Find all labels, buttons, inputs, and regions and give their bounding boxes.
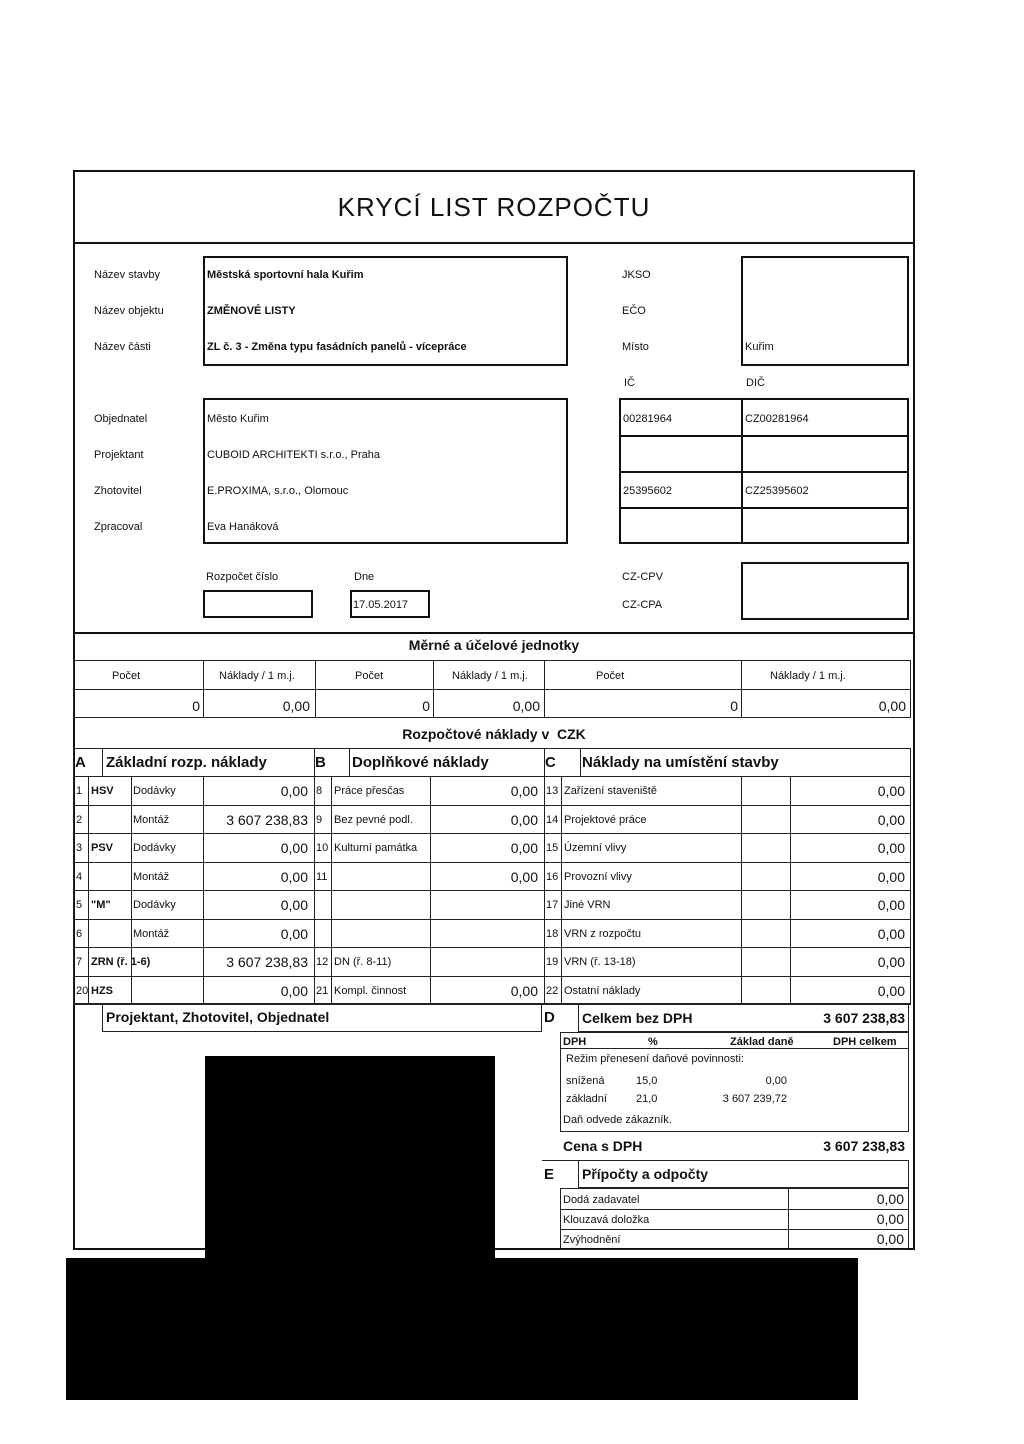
costs-row-line	[73, 890, 911, 891]
cost-row-value: 0,00	[280, 869, 308, 885]
cost-row-group: "M"	[91, 899, 111, 911]
misto-value: Kuřim	[745, 341, 774, 353]
cena-s-dph-value: 3 607 238,83	[823, 1138, 905, 1154]
section-c-title: Náklady na umístění stavby	[582, 754, 779, 771]
cost-row-label: Územní vlivy	[564, 842, 627, 854]
ic-row-line	[619, 435, 909, 437]
label-projektant: Projektant	[94, 449, 144, 461]
section-c-letter: C	[545, 754, 556, 771]
label-nazev-casti: Název části	[94, 341, 151, 353]
objednatel-dic: CZ00281964	[745, 413, 809, 425]
zakladni-label: základní	[566, 1093, 607, 1105]
snizena-zaklad: 0,00	[765, 1075, 787, 1087]
costs-heading: Rozpočtové náklady v CZK	[402, 726, 586, 742]
section-divider	[73, 632, 915, 634]
cost-row-number: 22	[546, 985, 559, 997]
label-cz-cpa: CZ-CPA	[622, 599, 663, 611]
cost-row-number: 9	[316, 814, 323, 826]
units-col-pocet: Počet	[112, 670, 141, 682]
cost-row-number: 19	[546, 956, 559, 968]
label-cz-cpv: CZ-CPV	[622, 571, 663, 583]
zakladni-pct: 21,0	[636, 1093, 658, 1105]
label-nazev-stavby: Název stavby	[94, 269, 161, 281]
e-row-label: Klouzavá doložka	[563, 1214, 650, 1226]
section-d-letter: D	[544, 1009, 555, 1026]
dph-col-pct: %	[648, 1036, 658, 1048]
units-col-naklady: Náklady / 1 m.j.	[770, 670, 846, 682]
units-col-line	[544, 660, 545, 718]
cost-row-label: Zařízení staveniště	[564, 785, 657, 797]
units-pocet-value: 0	[192, 698, 200, 714]
cost-row-number: 3	[76, 842, 83, 854]
cost-row-label: Jiné VRN	[564, 899, 611, 911]
e-row-value: 0,00	[876, 1191, 904, 1207]
units-col-line	[741, 660, 742, 718]
cost-row-label: Dodávky	[133, 785, 176, 797]
cost-row-number: 6	[76, 928, 83, 940]
costs-col-line	[561, 776, 562, 1004]
label-dne: Dne	[354, 571, 375, 583]
section-a-title: Základní rozp. náklady	[106, 754, 267, 771]
cost-row-label: Montáž	[133, 814, 170, 826]
units-heading: Měrné a účelové jednotky	[408, 637, 580, 653]
cost-row-value: 0,00	[510, 812, 538, 828]
cost-row-value: 0,00	[877, 869, 905, 885]
cost-row-label: Ostatní náklady	[564, 985, 641, 997]
cost-row-value: 0,00	[877, 840, 905, 856]
cost-row-number: 1	[76, 785, 83, 797]
ic-row-line	[619, 507, 909, 509]
cost-row-value: 0,00	[510, 840, 538, 856]
e-row-line	[560, 1229, 909, 1230]
costs-header-line	[73, 776, 911, 777]
cost-row-number: 11	[316, 871, 328, 883]
cost-row-number: 15	[546, 842, 559, 854]
cost-row-value: 0,00	[510, 869, 538, 885]
cost-row-label: Kompl. činnost	[334, 985, 407, 997]
snizena-label: snížená	[566, 1075, 605, 1087]
cost-row-group: PSV	[91, 842, 114, 854]
cost-row-number: 10	[316, 842, 329, 854]
cost-row-number: 7	[76, 956, 83, 968]
costs-row-line	[73, 919, 911, 920]
e-row-value: 0,00	[876, 1211, 904, 1227]
costs-row-line	[73, 805, 911, 806]
cost-row-value: 3 607 238,83	[226, 954, 308, 970]
cost-row-value: 0,00	[510, 983, 538, 999]
costs-col-line	[331, 776, 332, 1004]
dph-col-zaklad: Základ daně	[730, 1036, 794, 1048]
costs-col-line	[430, 776, 431, 1004]
e-col-line	[788, 1188, 789, 1250]
cost-row-value: 0,00	[877, 926, 905, 942]
cost-row-value: 0,00	[280, 840, 308, 856]
cost-row-label: VRN (ř. 13-18)	[564, 956, 636, 968]
costs-col-line	[741, 776, 742, 1004]
title-divider	[73, 242, 915, 244]
costs-col-line	[88, 776, 89, 1004]
cost-row-value: 0,00	[280, 983, 308, 999]
costs-col-line	[314, 748, 315, 1004]
label-zpracoval: Zpracoval	[94, 521, 143, 533]
units-row-line	[73, 689, 911, 690]
zhotovitel-dic: CZ25395602	[745, 485, 809, 497]
cost-row-number: 17	[546, 899, 559, 911]
cost-row-group: HSV	[91, 785, 114, 797]
section-a-letter: A	[75, 754, 86, 771]
odvede-text: Daň odvede zákazník.	[563, 1114, 672, 1126]
costs-col-line	[790, 776, 791, 1004]
units-col-naklady: Náklady / 1 m.j.	[219, 670, 295, 682]
cost-row-value: 0,00	[280, 783, 308, 799]
costs-col-line	[203, 776, 204, 1004]
label-objednatel: Objednatel	[94, 413, 148, 425]
costs-col-line	[349, 748, 350, 776]
cost-row-number: 2	[76, 814, 83, 826]
cost-row-number: 14	[546, 814, 559, 826]
zpracoval-value: Eva Hanáková	[207, 521, 279, 533]
cost-row-label: DN (ř. 8-11)	[334, 956, 392, 968]
cost-row-value: 0,00	[510, 783, 538, 799]
label-jkso: JKSO	[622, 269, 651, 281]
dne-value: 17.05.2017	[353, 599, 409, 611]
label-rozpocet-cislo: Rozpočet číslo	[206, 571, 279, 583]
cost-row-number: 20	[76, 985, 89, 997]
units-col-pocet: Počet	[596, 670, 625, 682]
costs-col-line	[102, 748, 103, 776]
nazev-casti-value: ZL č. 3 - Změna typu fasádních panelů - vícepráce	[207, 341, 467, 353]
zhotovitel-ic: 25395602	[623, 485, 672, 497]
e-row-value: 0,00	[876, 1231, 904, 1247]
page-title: KRYCÍ LIST ROZPOČTU	[337, 192, 651, 222]
e-row-label: Dodá zadavatel	[563, 1194, 640, 1206]
e-row-line	[560, 1209, 909, 1210]
units-col-line	[203, 660, 204, 718]
rozpocet-cislo-box	[203, 590, 313, 618]
units-naklady-value: 0,00	[878, 698, 906, 714]
nazev-stavby-value: Městská sportovní hala Kuřim	[207, 269, 364, 281]
zakladni-zaklad: 3 607 239,72	[722, 1093, 787, 1105]
costs-row-line	[73, 833, 911, 834]
cost-row-label: Montáž	[133, 871, 170, 883]
cost-row-label: Dodávky	[133, 899, 176, 911]
objednatel-value: Město Kuřim	[207, 413, 269, 425]
label-misto: Místo	[622, 341, 649, 353]
cost-row-label: Dodávky	[133, 842, 176, 854]
cost-row-label: Práce přesčas	[334, 785, 405, 797]
costs-row-line	[73, 947, 911, 948]
units-naklady-value: 0,00	[282, 698, 310, 714]
label-eco: EČO	[622, 305, 646, 317]
cost-row-label: Bez pevné podl.	[334, 814, 413, 826]
cena-s-dph-label: Cena s DPH	[563, 1138, 643, 1154]
label-dic: DIČ	[746, 377, 765, 389]
redaction-block	[66, 1258, 858, 1400]
costs-col-line	[131, 776, 132, 1004]
costs-col-line	[580, 748, 581, 776]
costs-row-line	[73, 976, 911, 977]
snizena-pct: 15,0	[636, 1075, 658, 1087]
cost-row-number: 21	[316, 985, 329, 997]
cost-row-number: 18	[546, 928, 559, 940]
cost-row-value: 0,00	[877, 983, 905, 999]
units-col-naklady: Náklady / 1 m.j.	[452, 670, 528, 682]
units-col-line	[433, 660, 434, 718]
cost-row-number: 13	[546, 785, 559, 797]
dph-col-dph: DPH	[563, 1036, 587, 1048]
costs-row-line	[73, 862, 911, 863]
cost-row-value: 3 607 238,83	[226, 812, 308, 828]
label-ic: IČ	[624, 377, 635, 389]
units-col-pocet: Počet	[355, 670, 384, 682]
zhotovitel-value: E.PROXIMA, s.r.o., Olomouc	[207, 485, 349, 497]
nazev-objektu-value: ZMĚNOVÉ LISTY	[207, 305, 296, 317]
e-title: Přípočty a odpočty	[582, 1166, 709, 1182]
dph-col-celkem: DPH celkem	[833, 1036, 897, 1048]
cost-row-label: VRN z rozpočtu	[564, 928, 642, 940]
label-nazev-objektu: Název objektu	[94, 305, 164, 317]
cost-row-number: 4	[76, 871, 83, 883]
objednatel-ic: 00281964	[623, 413, 672, 425]
cost-row-label: Provozní vlivy	[564, 871, 632, 883]
cost-row-value: 0,00	[877, 897, 905, 913]
cost-row-value: 0,00	[877, 812, 905, 828]
section-e-letter: E	[544, 1166, 555, 1183]
cost-row-value: 0,00	[280, 926, 308, 942]
cost-row-value: 0,00	[280, 897, 308, 913]
cost-row-group: HZS	[91, 985, 113, 997]
e-row-label: Zvýhodnění	[563, 1234, 621, 1246]
costs-col-line	[544, 748, 545, 1004]
celkem-value: 3 607 238,83	[823, 1010, 905, 1026]
units-naklady-value: 0,00	[512, 698, 540, 714]
cost-row-number: 8	[316, 785, 323, 797]
cost-row-value: 0,00	[877, 954, 905, 970]
cost-row-number: 5	[76, 899, 83, 911]
section-b-letter: B	[315, 754, 326, 771]
rezim-text: Režim přenesení daňové povinnosti:	[566, 1053, 744, 1065]
cost-row-value: 0,00	[877, 783, 905, 799]
section-b-title: Doplňkové náklady	[352, 754, 489, 771]
celkem-title: Celkem bez DPH	[582, 1010, 693, 1026]
cost-row-label: Montáž	[133, 928, 170, 940]
redaction-block	[205, 1056, 495, 1261]
cpv-box	[741, 562, 909, 620]
units-pocet-value: 0	[730, 698, 738, 714]
cost-row-number: 12	[316, 956, 329, 968]
units-col-line	[315, 660, 316, 718]
cost-row-group: ZRN (ř. 1-6)	[91, 956, 151, 968]
parties-title: Projektant, Zhotovitel, Objednatel	[106, 1009, 330, 1025]
label-zhotovitel: Zhotovitel	[94, 485, 142, 497]
cost-row-label: Projektové práce	[564, 814, 647, 826]
cost-row-label: Kulturní památka	[334, 842, 418, 854]
units-pocet-value: 0	[422, 698, 430, 714]
ic-row-line	[619, 471, 909, 473]
projektant-value: CUBOID ARCHITEKTI s.r.o., Praha	[207, 449, 380, 461]
cost-row-number: 16	[546, 871, 559, 883]
